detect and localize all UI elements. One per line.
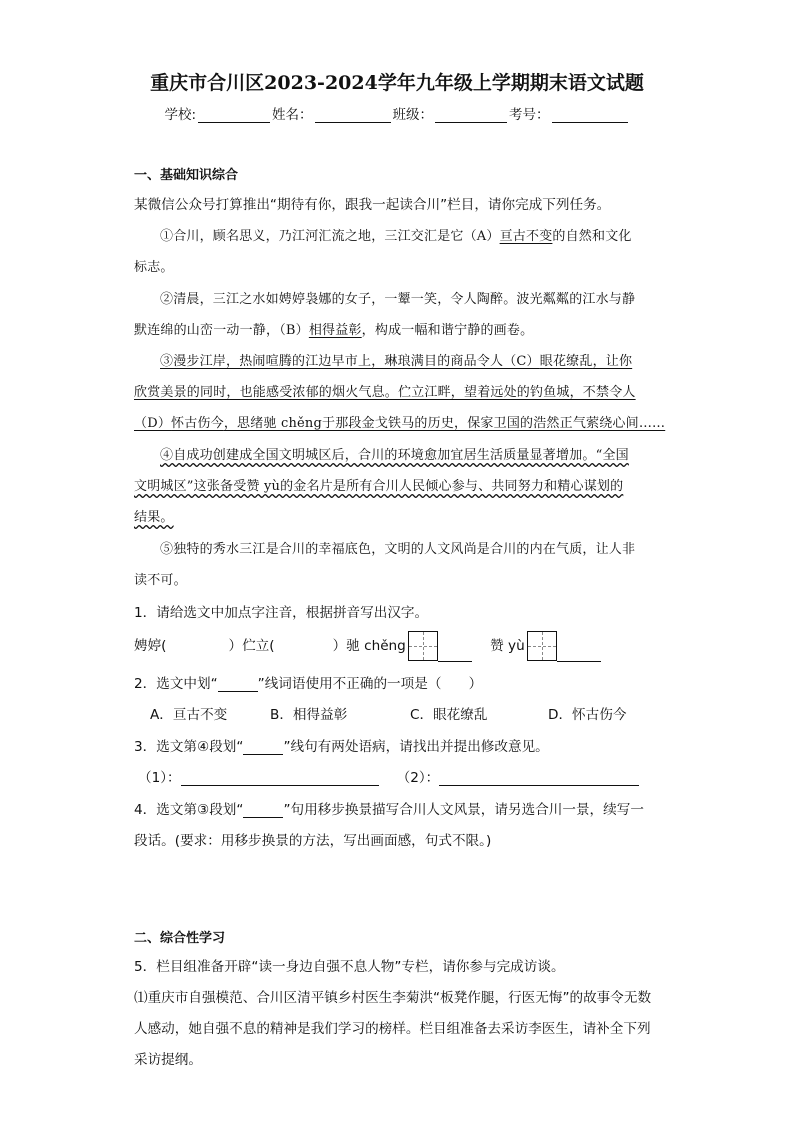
p1-text-b: 的自然和文化 [552, 229, 632, 244]
number-blank[interactable] [552, 108, 628, 123]
question-3 [134, 735, 549, 755]
term-c: 眼花缭乱 [539, 354, 593, 369]
question-4 [134, 798, 644, 818]
q4-underline-sample [243, 803, 283, 818]
student-info-line [0, 103, 794, 123]
passage-p1-cont: 标志。 [134, 260, 174, 275]
q5-part1-line1: ⑴重庆市自强模范、合川区清平镇乡村医生李菊洪“板凳作腿，行医无悔”的故事令无数 [134, 990, 652, 1006]
q2-text-a: 2．选文中划“ [134, 676, 218, 692]
q2-underline-sample [218, 677, 258, 692]
q4-text-a: 4．选文第③段划“ [134, 802, 244, 818]
p3-text-a: ③漫步江岸，热闹喧腾的江边早市上，琳琅满目的商品令人（C） [160, 354, 540, 369]
school-blank[interactable] [198, 108, 270, 123]
question-5: 5．栏目组准备开辟“读一身边自强不息人物”专栏，请你参与完成访谈。 [134, 959, 565, 975]
q2-text-b: ”线词语使用不正确的一项是（ ） [257, 676, 483, 692]
passage-p5: ⑤独特的秀水三江是合川的幸福底色，文明的人文风尚是合川的内在气质，让人非 [160, 542, 636, 557]
section1-heading: 一、基础知识综合 [134, 168, 239, 183]
class-label: 班级： [392, 107, 434, 123]
term-a: 亘古不变 [499, 229, 553, 244]
school-label: 学校: [164, 107, 197, 123]
p2-text-c: ，构成一幅和谐宁静的画卷。 [361, 323, 534, 338]
passage-p4-cont: 文明城区”这张备受赞 yù的金名片是所有合川人民倾心参与、共同努力和精心谋划的 [134, 479, 624, 494]
q3-answer-2[interactable] [439, 771, 639, 786]
q2-option-a[interactable]: A．亘古不变 [150, 707, 228, 723]
question-4-cont: 段话。(要求：用移步换景的方法，写出画面感，句式不限。) [134, 833, 492, 849]
p2-text-b: 默连绵的山峦一动一静，（B） [134, 323, 309, 338]
section2-heading: 二、综合性学习 [134, 931, 226, 946]
term-d: 怀古伤今 [171, 416, 224, 431]
q1-char-box-1[interactable] [408, 631, 438, 661]
p3-text-d: （D） [134, 416, 172, 431]
q1-char-box-2[interactable] [527, 631, 557, 661]
p3-text-b: ，让你 [592, 354, 633, 369]
p1-text-a: ①合川，顾名思义，乃江河汇流之地，三江交汇是它（A） [160, 229, 500, 244]
q5-part1-line3: 采访提纲。 [134, 1052, 202, 1068]
passage-p1 [160, 225, 632, 244]
q3-label-1: （1）： [138, 770, 181, 786]
passage-p3-cont: 欣赏美景的同时，也能感受浓郁的烟火气息。伫立江畔，望着远处的钓鱼城，不禁令人 [134, 385, 636, 400]
q1-answer-line-2[interactable] [557, 641, 601, 662]
q3-text-a: 3．选文第④段划“ [134, 739, 244, 755]
passage-p2-cont [134, 319, 533, 338]
p3-text-e: ，思绪驰 chěng于那段金戈铁马的历史，保家卫国的浩然正气萦绕心间…… [223, 416, 666, 431]
q1-answer-line-1[interactable] [438, 641, 472, 662]
q3-label-2: （2）： [396, 770, 440, 786]
q1-word1: 娉婷( [134, 638, 167, 654]
passage-p4-cont2: 结果。 [134, 510, 174, 525]
class-blank[interactable] [435, 108, 507, 123]
q3-text-b: ”线句有两处语病，请找出并提出修改意见。 [283, 739, 549, 755]
q4-text-b: ”句用移步换景描写合川人文风景，请另选合川一景，续写一 [283, 802, 644, 818]
q1-word2: ）伫立( [228, 638, 275, 654]
name-blank[interactable] [315, 108, 391, 123]
passage-p3 [160, 350, 632, 369]
q2-option-c[interactable]: C．眼花缭乱 [410, 707, 488, 723]
q3-answer-row [138, 766, 639, 786]
name-label: 姓名： [272, 107, 313, 123]
q3-underline-sample [243, 740, 283, 755]
question-2 [134, 672, 482, 692]
exam-title: 重庆市合川区2023-2024学年九年级上学期期末语文试题 [150, 72, 644, 94]
passage-p2: ②清晨，三江之水如娉婷袅娜的女子，一颦一笑，令人陶醉。波光粼粼的江水与静 [160, 292, 636, 307]
term-b: 相得益彰 [308, 323, 362, 338]
q1-word3: ）驰 chěng [332, 638, 406, 654]
q3-answer-1[interactable] [181, 771, 379, 786]
question-1: 1．请给选文中加点字注音，根据拼音写出汉字。 [134, 605, 429, 621]
q2-option-d[interactable]: D．怀古伤今 [548, 707, 627, 723]
q5-part1-line2: 人感动，她自强不息的精神是我们学习的榜样。栏目组准备去采访李医生，请补全下列 [134, 1021, 651, 1037]
q2-option-b[interactable]: B．相得益彰 [270, 707, 348, 723]
section1-intro: 某微信公众号打算推出“期待有你，跟我一起读合川”栏目，请你完成下列任务。 [134, 197, 611, 213]
passage-p5-cont: 读不可。 [134, 573, 187, 588]
passage-p4: ④自成功创建成全国文明城区后，合川的环境愈加宜居生活质量显著增加。“全国 [160, 448, 629, 463]
passage-p3-cont2 [134, 412, 665, 431]
q1-word4: 赞 yù [490, 638, 525, 654]
number-label: 考号： [509, 107, 550, 123]
question-1-answers [134, 630, 601, 662]
